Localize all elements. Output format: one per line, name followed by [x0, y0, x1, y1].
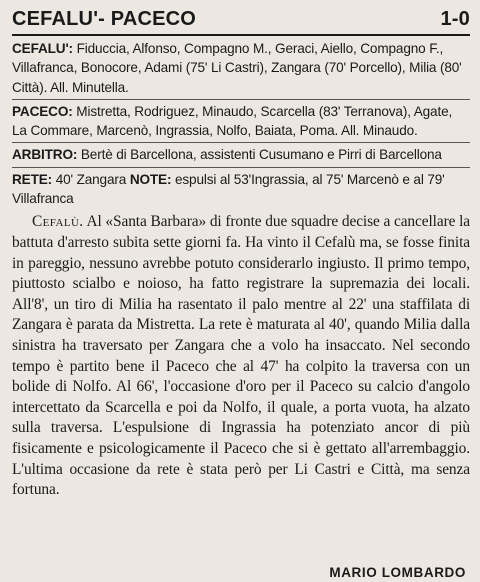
- goals-info: [12, 170, 470, 209]
- match-details: [12, 39, 470, 208]
- divider: [12, 167, 470, 168]
- away-lineup-label: PACECO:: [12, 103, 73, 119]
- article-body: [12, 212, 470, 500]
- home-lineup-text: Fiduccia, Alfonso, Compagno M., Geraci, Aiello, Compagno F., Villafranca, Bonocore, Adami (75' Li Castri), Zangara (70' Porcello), Milia (80' Città). All. Minutella.: [12, 41, 462, 95]
- match-score: 1-0: [440, 8, 470, 30]
- article-place: Cefalù.: [32, 213, 84, 231]
- home-lineup: [12, 39, 470, 97]
- home-lineup-label: CEFALU':: [12, 41, 73, 56]
- match-header: [12, 6, 470, 32]
- article-text: Al «Santa Barbara» di fronte due squadre decise a cancellare la battuta d'arresto subita sette giorni fa. Ha vinto il Cefalù ma, se fosse finita in pareggio, nessuno avrebbe potuto considerarlo ingiusto. Il primo tempo, piuttosto scialbo e noioso, ha fatto registrare la supremazia dei locali. All'8', un tiro di Milia ha rasentato il palo mentre al 22' una staffilata di Zangara è parata da Mistretta. La rete è maturata al 40', quando Milia dalla sinistra ha traversato per Zangara che a volo ha insaccato. Nel secondo tempo è partito bene il Paceco che al 47' ha colpito la traversa con un bolide di Nolfo. Al 66', l'occasione d'oro per il Paceco su calcio d'angolo intercettato da Scarcella e poi da Nolfo, il quale, a porta vuota, ha alzato sulla traversa. L'espulsione di Ingrassia ha potenziato ancor di più fisicamente e psicologicamente il Paceco che si è gettato all'arrembaggio. L'ultima occasione da rete è stata però per Li Castri e Città, ma senza fortuna.: [12, 213, 470, 499]
- divider: [12, 142, 470, 143]
- away-lineup-text: Mistretta, Rodriguez, Minaudo, Scarcella (83' Terranova), Agate, La Commare, Marcenò, Ingrassia, Nolfo, Baiata, Poma. All. Minaudo.: [12, 103, 453, 139]
- goals-text: 40' Zangara: [55, 171, 127, 187]
- notes-label: NOTE:: [129, 171, 172, 187]
- divider: [12, 99, 470, 100]
- referee-text: Bertè di Barcellona, assistenti Cusumano e Pirri di Barcellona: [80, 147, 442, 163]
- referee-label: ARBITRO:: [12, 147, 78, 163]
- header-rule: [12, 34, 470, 36]
- author-byline: MARIO LOMBARDO: [329, 565, 466, 580]
- notes-text: espulsi al 53'Ingrassia, al 75' Marcenò e al 79' Villafranca: [12, 171, 445, 207]
- referee-info: [12, 145, 470, 164]
- goals-label: RETE:: [12, 171, 53, 187]
- away-lineup: [12, 102, 470, 141]
- match-title: CEFALU'- PACECO: [12, 8, 197, 30]
